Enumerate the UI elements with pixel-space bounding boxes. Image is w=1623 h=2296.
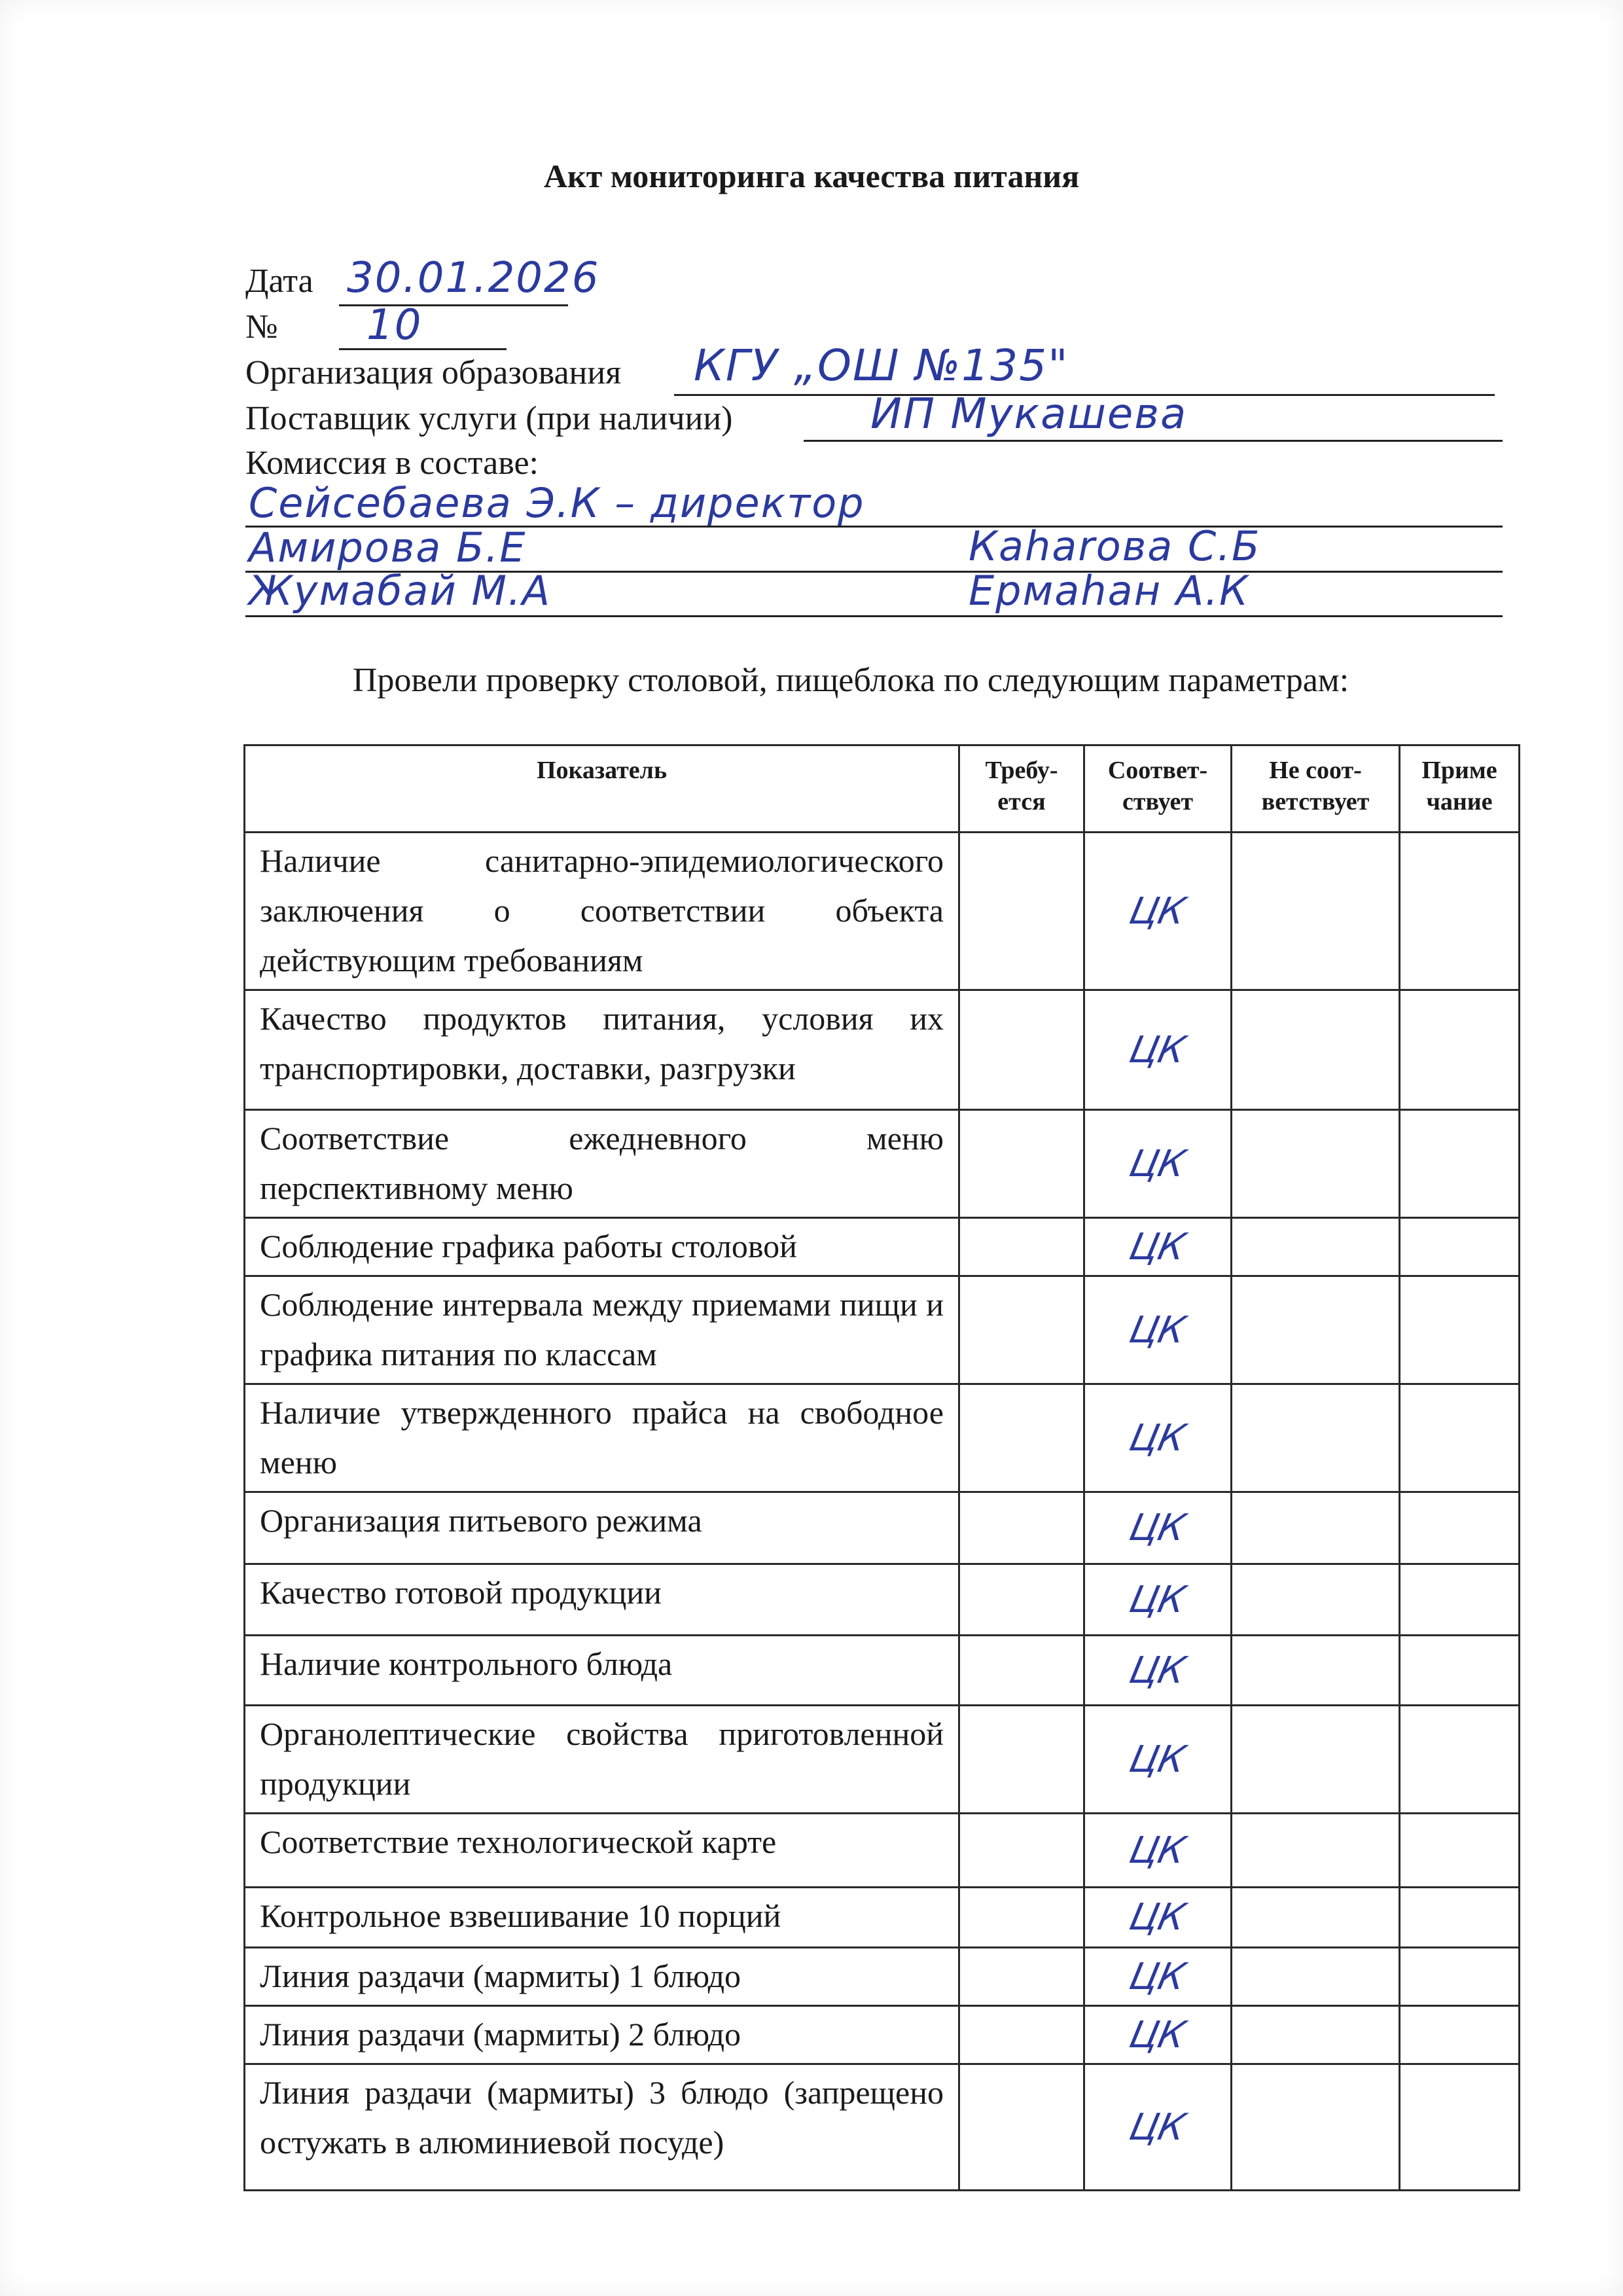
row-required-cell <box>959 2006 1084 2064</box>
row-not-complies-cell <box>1232 2006 1400 2064</box>
row-note-cell <box>1400 1218 1520 1276</box>
handwritten-initials-mark: ЦК <box>1126 1896 1190 1939</box>
handwritten-initials-mark: ЦК <box>1126 1829 1190 1872</box>
table-row <box>245 1948 1520 2006</box>
commission-member-2: Амирова Б.Е <box>249 524 527 571</box>
header-note: Приме чание <box>1400 745 1520 833</box>
row-note-cell <box>1400 2006 1520 2064</box>
row-note-cell <box>1400 1888 1520 1948</box>
row-indicator: Наличие контрольного блюда <box>245 1636 959 1706</box>
header-complies: Соответ-ствует <box>1084 745 1232 833</box>
table-row <box>245 1888 1520 1948</box>
number-label: № <box>245 308 278 346</box>
row-complies-cell <box>1084 1888 1232 1948</box>
inspection-table <box>243 744 1520 2191</box>
handwritten-initials-mark: ЦК <box>1126 1578 1190 1621</box>
header-not-complies: Не соот-ветствует <box>1232 745 1400 833</box>
supplier-underline <box>804 440 1503 442</box>
row-required-cell <box>959 2064 1084 2191</box>
row-required-cell <box>959 1814 1084 1888</box>
table-row <box>245 1110 1520 1218</box>
table-row <box>245 1218 1520 1276</box>
commission-member-5: Ермаhан А.К <box>969 567 1249 615</box>
row-note-cell <box>1400 990 1520 1110</box>
row-note-cell <box>1400 2064 1520 2191</box>
handwritten-initials-mark: ЦК <box>1126 1507 1190 1549</box>
row-required-cell <box>959 1384 1084 1492</box>
commission-member-4: Жумабай М.А <box>249 567 552 615</box>
row-complies-cell <box>1084 2064 1232 2191</box>
row-not-complies-cell <box>1232 1492 1400 1564</box>
row-note-cell <box>1400 1636 1520 1706</box>
row-not-complies-cell <box>1232 990 1400 1110</box>
handwritten-initials-mark: ЦК <box>1126 2106 1190 2149</box>
row-indicator: Линия раздачи (мармиты) 2 блюдо <box>245 2006 959 2064</box>
row-required-cell <box>959 1110 1084 1218</box>
row-not-complies-cell <box>1232 1636 1400 1706</box>
row-indicator: Соблюдение графика работы столовой <box>245 1218 959 1276</box>
row-note-cell <box>1400 1276 1520 1384</box>
row-indicator: Линия раздачи (мармиты) 3 блюдо (запрещено остужать в алюминиевой посуде) <box>245 2064 959 2191</box>
row-not-complies-cell <box>1232 833 1400 990</box>
row-complies-cell <box>1084 1814 1232 1888</box>
row-not-complies-cell <box>1232 1384 1400 1492</box>
page-title: Акт мониторинга качества питания <box>543 158 1080 194</box>
row-not-complies-cell <box>1232 1218 1400 1276</box>
handwritten-initials-mark: ЦК <box>1126 889 1190 933</box>
row-not-complies-cell <box>1232 1706 1400 1814</box>
handwritten-initials-mark: ЦК <box>1126 1225 1190 1268</box>
table-row <box>245 1276 1520 1384</box>
handwritten-initials-mark: ЦК <box>1126 1738 1190 1781</box>
row-indicator: Организация питьевого режима <box>245 1492 959 1564</box>
table-row <box>245 1706 1520 1814</box>
row-complies-cell <box>1084 1636 1232 1706</box>
table-row <box>245 1564 1520 1636</box>
row-indicator: Линия раздачи (мармиты) 1 блюдо <box>245 1948 959 2006</box>
row-complies-cell <box>1084 1564 1232 1636</box>
row-complies-cell <box>1084 1110 1232 1218</box>
row-note-cell <box>1400 1814 1520 1888</box>
row-indicator: Наличие утвержденного прайса на свободное меню <box>245 1384 959 1492</box>
row-required-cell <box>959 1948 1084 2006</box>
handwritten-initials-mark: ЦК <box>1126 1416 1190 1460</box>
row-indicator: Соблюдение интервала между приемами пищи и графика питания по классам <box>245 1276 959 1384</box>
row-indicator: Органолептические свойства приготовленной продукции <box>245 1706 959 1814</box>
number-value: 10 <box>366 301 423 350</box>
row-note-cell <box>1400 1948 1520 2006</box>
row-note-cell <box>1400 1110 1520 1218</box>
handwritten-initials-mark: ЦК <box>1126 1028 1190 1071</box>
row-required-cell <box>959 1218 1084 1276</box>
date-value: 30.01.2026 <box>347 254 600 302</box>
row-indicator: Соответствие технологической карте <box>245 1814 959 1888</box>
handwritten-initials-mark: ЦК <box>1126 1955 1190 1998</box>
row-complies-cell <box>1084 833 1232 990</box>
table-header-row <box>245 745 1520 833</box>
row-required-cell <box>959 1492 1084 1564</box>
commission-member-1: Сейсебаева Э.К – директор <box>249 479 865 527</box>
organization-label: Организация образования <box>245 354 622 391</box>
row-note-cell <box>1400 1384 1520 1492</box>
row-complies-cell <box>1084 990 1232 1110</box>
row-required-cell <box>959 1564 1084 1636</box>
handwritten-initials-mark: ЦК <box>1126 1142 1190 1185</box>
table-row <box>245 833 1520 990</box>
row-not-complies-cell <box>1232 1564 1400 1636</box>
row-note-cell <box>1400 833 1520 990</box>
row-required-cell <box>959 1706 1084 1814</box>
table-row <box>245 2064 1520 2191</box>
row-not-complies-cell <box>1232 1814 1400 1888</box>
row-note-cell <box>1400 1564 1520 1636</box>
row-complies-cell <box>1084 1218 1232 1276</box>
table-row <box>245 1384 1520 1492</box>
commission-line-3 <box>245 615 1503 617</box>
header-indicator: Показатель <box>245 745 959 833</box>
row-note-cell <box>1400 1492 1520 1564</box>
row-required-cell <box>959 1636 1084 1706</box>
table-row <box>245 1492 1520 1564</box>
number-underline <box>339 348 507 350</box>
row-required-cell <box>959 1276 1084 1384</box>
row-complies-cell <box>1084 1384 1232 1492</box>
supplier-value: ИП Мукашева <box>870 390 1188 439</box>
header-required: Требу-ется <box>959 745 1084 833</box>
handwritten-initials-mark: ЦК <box>1126 2013 1190 2056</box>
row-complies-cell <box>1084 1706 1232 1814</box>
row-complies-cell <box>1084 1948 1232 2006</box>
row-not-complies-cell <box>1232 1110 1400 1218</box>
commission-member-3: Каharова С.Б <box>969 522 1261 570</box>
table-row <box>245 990 1520 1110</box>
row-complies-cell <box>1084 2006 1232 2064</box>
handwritten-initials-mark: ЦК <box>1126 1649 1190 1692</box>
row-complies-cell <box>1084 1492 1232 1564</box>
row-not-complies-cell <box>1232 2064 1400 2191</box>
handwritten-initials-mark: ЦК <box>1126 1308 1190 1352</box>
table-row <box>245 1814 1520 1888</box>
row-not-complies-cell <box>1232 1276 1400 1384</box>
row-not-complies-cell <box>1232 1948 1400 2006</box>
row-indicator: Качество продуктов питания, условия их транспортировки, доставки, разгрузки <box>245 990 959 1110</box>
row-indicator: Контрольное взвешивание 10 порций <box>245 1888 959 1948</box>
intro-text: Провели проверку столовой, пищеблока по следующим параметрам: <box>352 662 1349 699</box>
commission-label: Комиссия в составе: <box>245 444 539 482</box>
supplier-label: Поставщик услуги (при наличии) <box>245 400 733 437</box>
date-label: Дата <box>245 262 313 300</box>
row-indicator: Наличие санитарно-эпидемиологического заключения о соответствии объекта действующим требованиям <box>245 833 959 990</box>
row-indicator: Соответствие ежедневного меню перспективному меню <box>245 1110 959 1218</box>
table-row <box>245 2006 1520 2064</box>
row-indicator: Качество готовой продукции <box>245 1564 959 1636</box>
row-not-complies-cell <box>1232 1888 1400 1948</box>
row-note-cell <box>1400 1706 1520 1814</box>
organization-value: КГУ „ОШ №135" <box>694 340 1069 391</box>
row-required-cell <box>959 1888 1084 1948</box>
row-complies-cell <box>1084 1276 1232 1384</box>
table-row <box>245 1636 1520 1706</box>
row-required-cell <box>959 990 1084 1110</box>
row-required-cell <box>959 833 1084 990</box>
